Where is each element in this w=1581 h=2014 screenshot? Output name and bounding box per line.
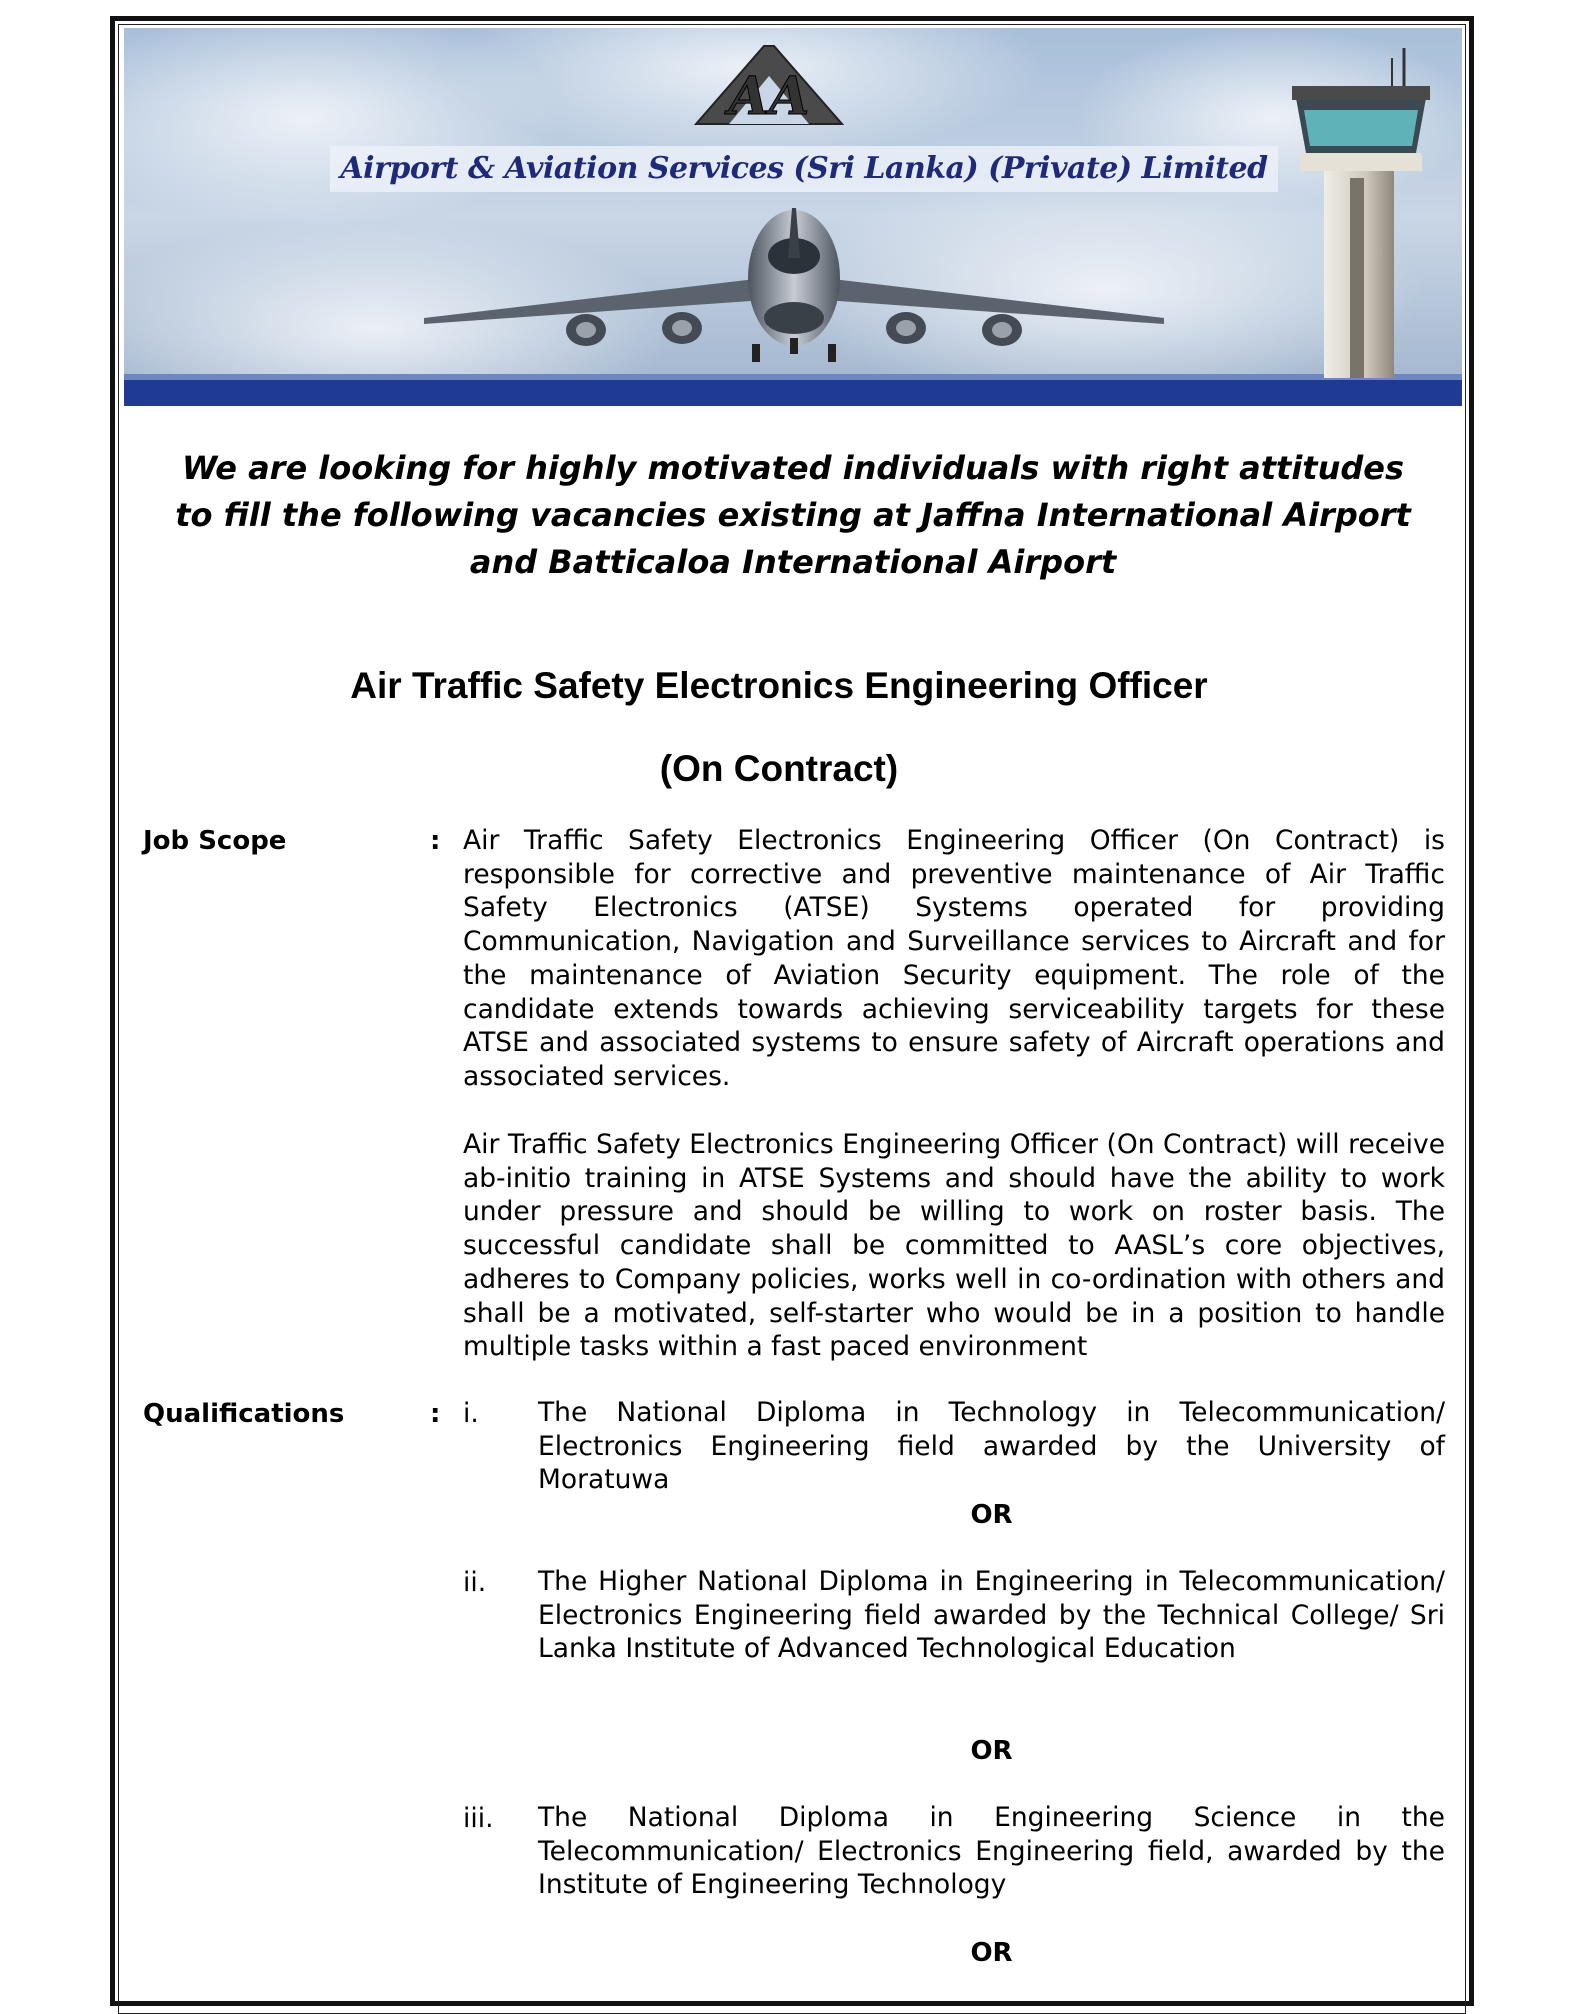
job-scope-label: Job Scope [143, 826, 287, 856]
job-scope-colon: : [430, 826, 441, 856]
qualification-number: iii. [463, 1803, 494, 1834]
qualification-number: i. [463, 1398, 479, 1429]
qualification-item: The National Diploma in Engineering Science in the Telecommunication/ Electronics Engineering field, awarded by the Institute of Engineering Technology [538, 1802, 1445, 1901]
job-title: Air Traffic Safety Electronics Engineering Officer [350, 665, 1208, 706]
or-separator: OR [970, 1938, 1013, 1968]
or-separator: OR [970, 1500, 1013, 1530]
intro-line-2: to fill the following vacancies existing at Jaffna International Airport [175, 496, 1411, 534]
intro-line-3: and Batticaloa International Airport [469, 543, 1117, 581]
qualifications-colon: : [430, 1399, 441, 1429]
job-subtitle: (On Contract) [659, 748, 899, 789]
qualification-item: The National Diploma in Technology in Telecommunication/ Electronics Engineering field awarded by the University of Moratuwa [538, 1397, 1445, 1496]
banner-image [124, 28, 1462, 406]
intro-heading [124, 445, 1462, 586]
company-name-banner: Airport & Aviation Services (Sri Lanka) (Private) Limited [330, 146, 1278, 192]
or-separator: OR [970, 1736, 1013, 1766]
job-scope-paragraph-1: Air Traffic Safety Electronics Engineering Officer (On Contract) is responsible for corrective and preventive maintenance of Air Traffic Safety Electronics (ATSE) Systems operated for providing Communication, Navigation and Surveillance services to Aircraft and for the maintenance of Aviation Security equipment. The role of the candidate extends towards achieving serviceability targets for these ATSE and associated systems to ensure safety of Aircraft operations and associated services. [463, 825, 1445, 1092]
intro-line-1: We are looking for highly motivated individuals with right attitudes [181, 449, 1405, 487]
qualifications-label: Qualifications [143, 1399, 345, 1429]
header-banner [124, 28, 1462, 406]
qualification-item: The Higher National Diploma in Engineering in Telecommunication/ Electronics Engineering field awarded by the Technical College/ Sri Lanka Institute of Advanced Technological Education [538, 1566, 1445, 1665]
qualification-number: ii. [463, 1567, 487, 1598]
job-scope-paragraph-2: Air Traffic Safety Electronics Engineering Officer (On Contract) will receive ab-initio training in ATSE Systems and should have the ability to work under pressure and should be willing to work on roster basis. The successful candidate shall be committed to AASL’s core objectives, adheres to Company policies, works well in co-ordination with others and shall be a motivated, self-starter who would be in a position to handle multiple tasks within a fast paced environment [463, 1129, 1445, 1363]
svg-text:AA: AA [728, 66, 810, 127]
